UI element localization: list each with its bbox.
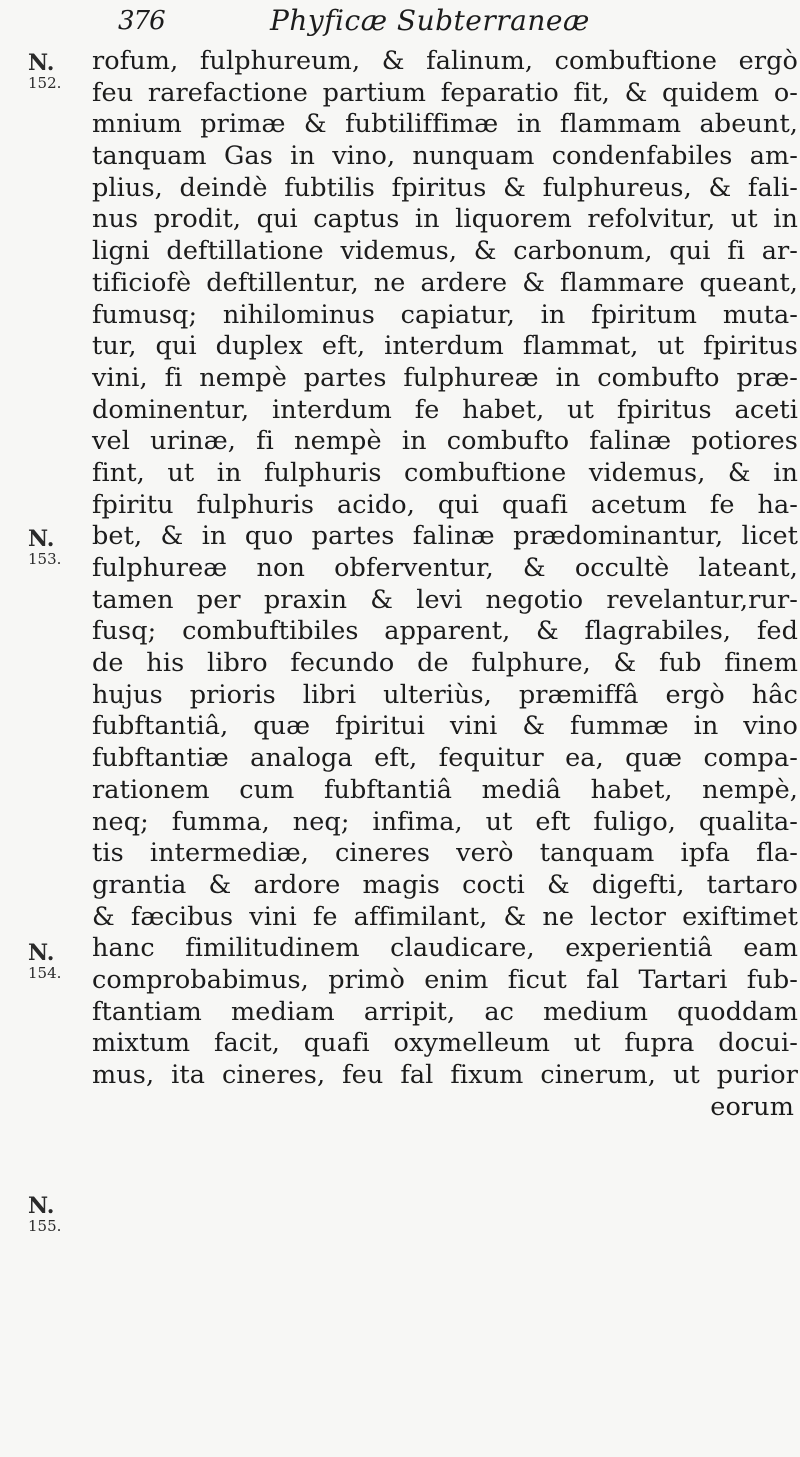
text-line: neq; fumma, neq; infima, ut eft fuligo, qualita- xyxy=(92,806,798,837)
text-line: fubftantiâ, quæ fpiritui vini & fummæ in vino xyxy=(92,711,798,742)
text-line: ligni deftillatione videmus, & carbonum, qui fi ar- xyxy=(92,236,798,267)
text-line: nus prodit, qui captus in liquorem refolvitur, ut in xyxy=(92,204,798,235)
text-line: tificiofè deftillentur, ne ardere & flammare queant, xyxy=(92,267,798,298)
margin-note-number: 153. xyxy=(28,550,62,568)
text-line: mnium primæ & fubtiliffimæ in flammam abeunt, xyxy=(92,109,798,140)
margin-note-mark: N. xyxy=(28,526,55,552)
text-line: feu rarefactione partium feparatio fit, & quidem o- xyxy=(92,77,798,108)
text-line: vini, fi nempè partes fulphureæ in combufto præ- xyxy=(92,362,798,393)
text-line: vel urinæ, fi nempè in combufto falinæ potiores xyxy=(92,426,798,457)
text-line: ftantiam mediam arripit, ac medium quoddam xyxy=(92,996,798,1027)
text-line: tur, qui duplex eft, interdum flammat, ut fpiritus xyxy=(92,331,798,362)
text-line: comprobabimus, primò enim ficut fal Tartari fub- xyxy=(92,964,798,995)
page-header xyxy=(0,2,800,38)
catchword: eorum xyxy=(710,1091,794,1122)
margin-note-153 xyxy=(28,528,61,568)
body-text xyxy=(92,46,798,1123)
text-line: fusq; combuftibiles apparent, & flagrabiles, fed xyxy=(92,616,798,647)
margin-note-155 xyxy=(28,1195,61,1235)
text-line: rofum, fulphureum, & falinum, combuftione ergò xyxy=(92,46,798,76)
text-line: fubftantiæ analoga eft, fequitur ea, quæ compa- xyxy=(92,743,798,774)
text-line: plius, deindè fubtilis fpiritus & fulphureus, & fali- xyxy=(92,172,798,203)
margin-note-number: 154. xyxy=(28,964,62,982)
text-line: fint, ut in fulphuris combuftione videmus, & in xyxy=(92,457,798,488)
margin-note-number: 155. xyxy=(28,1217,62,1235)
margin-note-mark: N. xyxy=(28,50,55,76)
margin-note-mark: N. xyxy=(28,1193,55,1219)
margin-note-152 xyxy=(28,52,61,92)
margin-note-number: 152. xyxy=(28,74,62,92)
text-line: fumusq; nihilominus capiatur, in fpiritum muta- xyxy=(92,299,798,330)
text-line: tamen per praxin & levi negotio revelantur,rur- xyxy=(92,584,798,615)
text-line: rationem cum fubftantiâ mediâ habet, nempè, xyxy=(92,774,798,805)
text-line: de his libro fecundo de fulphure, & fub finem xyxy=(92,648,798,679)
text-line: dominentur, interdum fe habet, ut fpiritus aceti xyxy=(92,394,798,425)
text-line: fpiritu fulphuris acido, qui quafi acetum fe ha- xyxy=(92,489,798,520)
text-line: mixtum facit, quafi oxymelleum ut fupra docui- xyxy=(92,1028,798,1059)
text-line: & fæcibus vini fe affimilant, & ne lector exiftimet xyxy=(92,901,798,932)
margin-note-154 xyxy=(28,942,61,982)
text-line: hanc fimilitudinem claudicare, experientiâ eam xyxy=(92,933,798,964)
text-line: hujus prioris libri ulteriùs, præmiffâ ergò hâc xyxy=(92,679,798,710)
running-title: Phyficæ Subterraneæ xyxy=(270,4,590,37)
text-line: tis intermediæ, cineres verò tanquam ipfa fla- xyxy=(92,838,798,869)
page-number: 376 xyxy=(118,6,165,36)
text-line: bet, & in quo partes falinæ prædominantur, licet xyxy=(92,521,798,552)
text-line: fulphureæ non obferventur, & occultè lateant, xyxy=(92,553,798,583)
text-line: tanquam Gas in vino, nunquam condenfabiles am- xyxy=(92,141,798,172)
text-line: grantia & ardore magis cocti & digefti, tartaro xyxy=(92,869,798,900)
text-line: mus, ita cineres, feu fal fixum cinerum, ut purior xyxy=(92,1060,798,1090)
margin-note-mark: N. xyxy=(28,940,55,966)
